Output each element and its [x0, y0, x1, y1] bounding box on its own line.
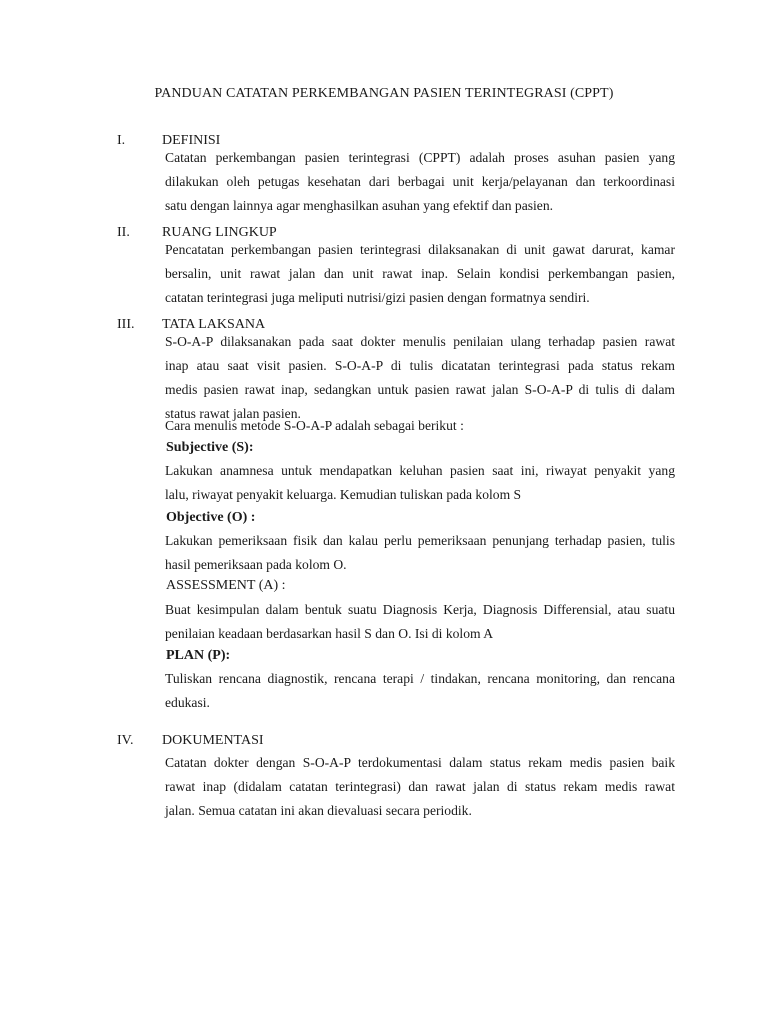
- objective-body: [165, 529, 675, 577]
- assessment-body: [165, 598, 675, 646]
- objective-heading: Objective (O) :: [166, 510, 256, 525]
- paragraph-line: dilakukan oleh petugas kesehatan dari berbagai unit kerja/pelayanan dan terkoordinasi: [165, 174, 675, 189]
- paragraph-line: Pencatatan perkembangan pasien terintegrasi dilaksanakan di unit gawat darurat, kamar: [165, 242, 675, 257]
- section-definisi-body: [165, 146, 675, 218]
- section-number: III.: [117, 317, 135, 332]
- plan-body: [165, 667, 675, 715]
- subjective-heading: Subjective (S):: [166, 440, 254, 455]
- section-heading: DEFINISI: [162, 133, 221, 148]
- paragraph-line: Tuliskan rencana diagnostik, rencana terapi / tindakan, rencana monitoring, dan rencana: [165, 671, 675, 686]
- section-heading: DOKUMENTASI: [162, 733, 264, 748]
- section-ruang-lingkup-body: [165, 238, 675, 310]
- paragraph-line: status rawat jalan pasien.: [165, 406, 301, 421]
- paragraph-line: rawat inap (didalam catatan terintegrasi) dan rawat jalan di status rekam medis rawat: [165, 779, 675, 794]
- paragraph-line: Catatan dokter dengan S-O-A-P terdokumentasi dalam status rekam medis pasien baik: [165, 755, 675, 770]
- section-heading: TATA LAKSANA: [162, 317, 266, 332]
- document-title: PANDUAN CATATAN PERKEMBANGAN PASIEN TERINTEGRASI (CPPT): [154, 86, 614, 101]
- paragraph-line: lalu, riwayat penyakit keluarga. Kemudian tuliskan pada kolom S: [165, 487, 522, 502]
- paragraph-line: catatan terintegrasi juga meliputi nutrisi/gizi pasien dengan formatnya sendiri.: [165, 290, 590, 305]
- subjective-body: [165, 459, 675, 507]
- paragraph-line: edukasi.: [165, 695, 210, 710]
- paragraph-line: satu dengan lainnya agar menghasilkan asuhan yang efektif dan pasien.: [165, 198, 554, 213]
- paragraph-line: S-O-A-P dilaksanakan pada saat dokter menulis penilaian ulang terhadap pasien rawat: [165, 334, 675, 349]
- section-heading: RUANG LINGKUP: [162, 225, 277, 240]
- paragraph-line: inap atau saat visit pasien. S-O-A-P di tulis dicatatan terintegrasi pada status rekam: [165, 358, 675, 373]
- assessment-heading: ASSESSMENT (A) :: [166, 578, 286, 593]
- paragraph-line: Catatan perkembangan pasien terintegrasi (CPPT) adalah proses asuhan pasien yang: [165, 150, 675, 165]
- paragraph-line: Buat kesimpulan dalam bentuk suatu Diagnosis Kerja, Diagnosis Differensial, atau suatu: [165, 602, 675, 617]
- paragraph-line: Lakukan anamnesa untuk mendapatkan keluhan pasien saat ini, riwayat penyakit yang: [165, 463, 675, 478]
- paragraph-line: medis pasien rawat inap, sedangkan untuk pasien rawat jalan S-O-A-P di tulis di dalam: [165, 382, 675, 397]
- section-number: IV.: [117, 733, 134, 748]
- method-intro-line: Cara menulis metode S-O-A-P adalah sebagai berikut :: [165, 418, 464, 433]
- paragraph-line: penilaian keadaan berdasarkan hasil S dan O. Isi di kolom A: [165, 626, 494, 641]
- section-dokumentasi-body: [165, 751, 675, 823]
- section-number: I.: [117, 133, 126, 148]
- section-number: II.: [117, 225, 130, 240]
- paragraph-line: hasil pemeriksaan pada kolom O.: [165, 557, 347, 572]
- section-tata-laksana-intro: [165, 330, 675, 426]
- paragraph-line: bersalin, unit rawat jalan dan unit rawat inap. Selain kondisi perkembangan pasien,: [165, 266, 675, 281]
- paragraph-line: jalan. Semua catatan ini akan dievaluasi secara periodik.: [165, 803, 472, 818]
- plan-heading: PLAN (P):: [166, 648, 231, 663]
- paragraph-line: Lakukan pemeriksaan fisik dan kalau perlu pemeriksaan penunjang terhadap pasien, tulis: [165, 533, 675, 548]
